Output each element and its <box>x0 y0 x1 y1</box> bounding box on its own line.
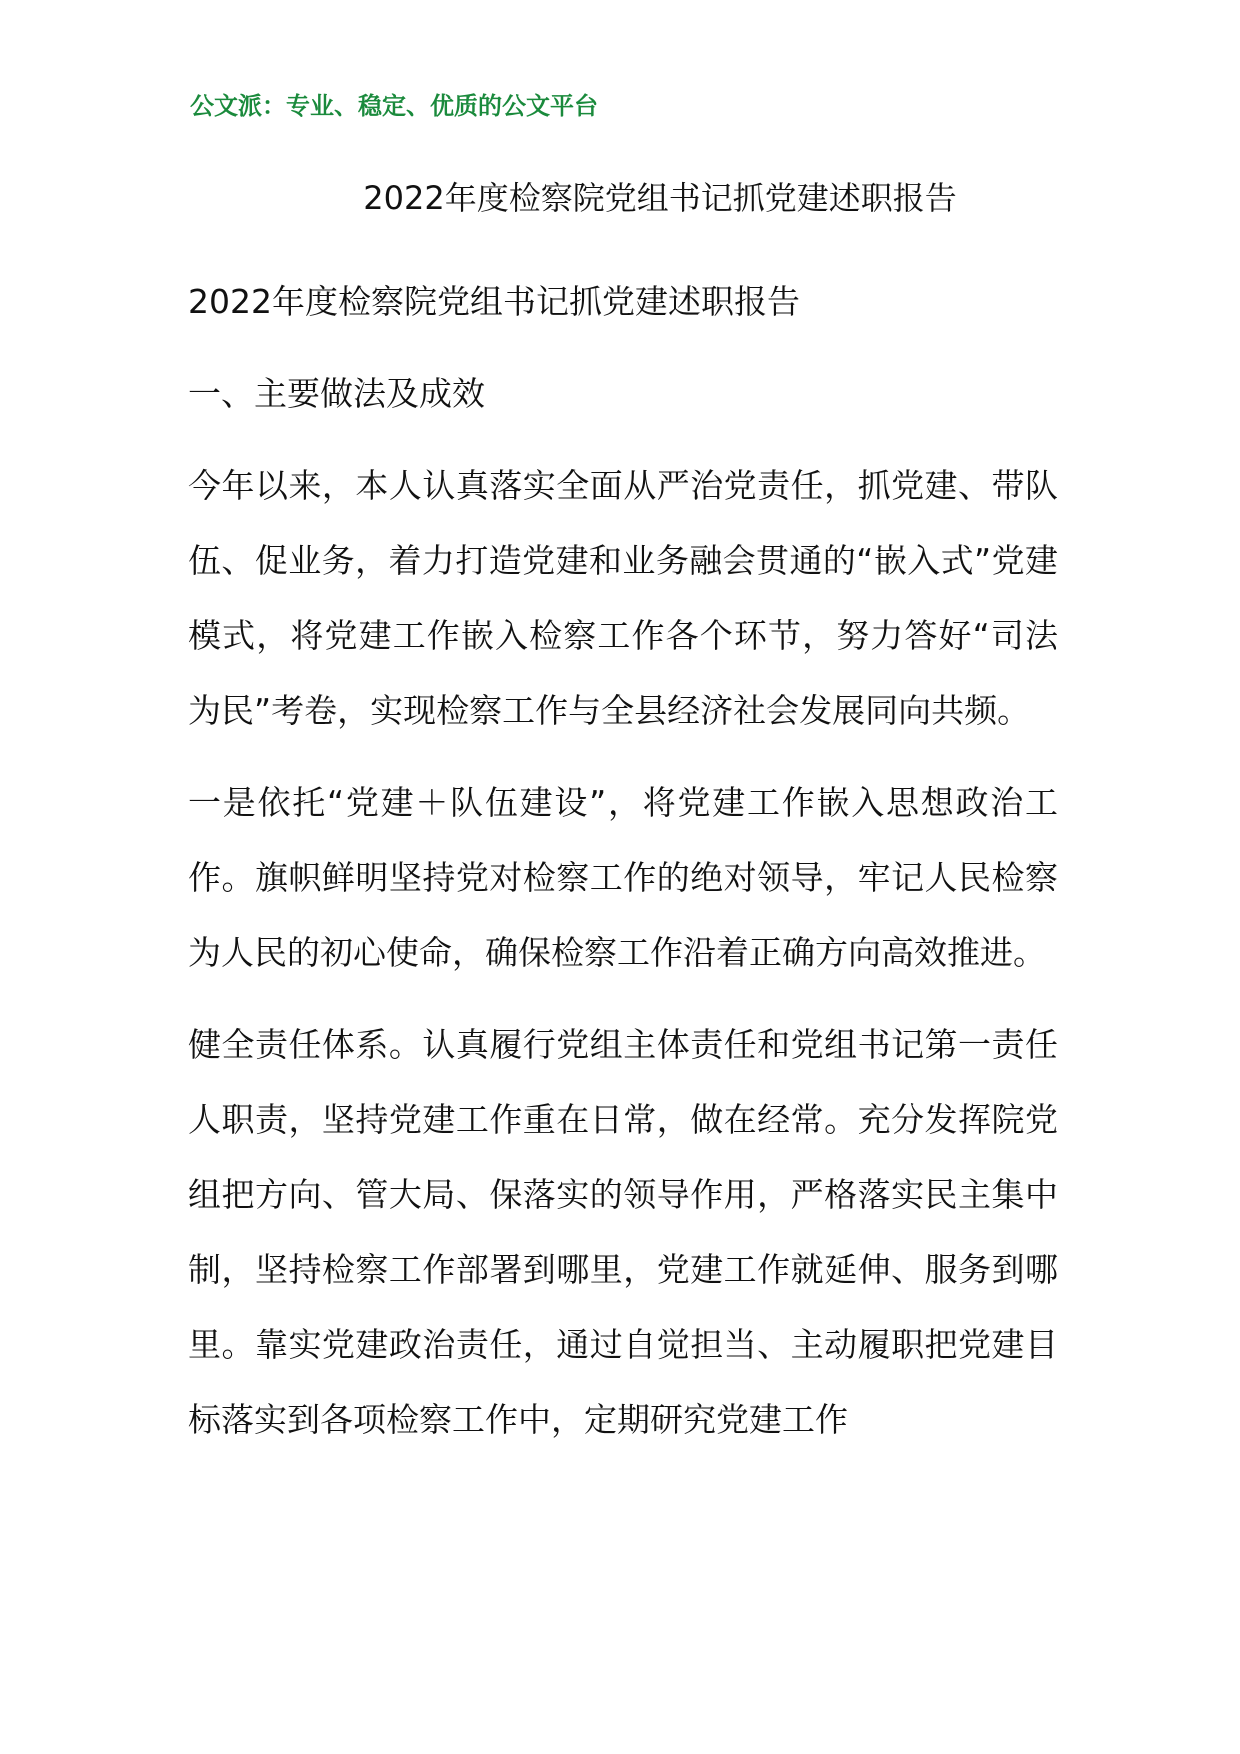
paragraph: 今年以来，本人认真落实全面从严治党责任，抓党建、带队伍、促业务，着力打造党建和业务融会贯通的“嵌入式”党建模式，将党建工作嵌入检察工作各个环节，努力答好“司法为民”考卷，实现检察工作与全县经济社会发展同向共频。 <box>188 466 1058 730</box>
document-subtitle: 2022年度检察院党组书记抓党建述职报告 <box>188 282 800 321</box>
header-brand: 公文派：专业、稳定、优质的公文平台 <box>190 91 598 120</box>
document-body <box>188 264 1058 1474</box>
document-title: 2022年度检察院党组书记抓党建述职报告 <box>363 179 957 217</box>
section-heading: 一、主要做法及成效 <box>188 374 485 413</box>
paragraph: 健全责任体系。认真履行党组主体责任和党组书记第一责任人职责，坚持党建工作重在日常，做在经常。充分发挥院党组把方向、管大局、保落实的领导作用，严格落实民主集中制，坚持检察工作部署到哪里，党建工作就延伸、服务到哪里。靠实党建政治责任，通过自觉担当、主动履职把党建目标落实到各项检察工作中，定期研究党建工作 <box>188 1025 1058 1439</box>
paragraph: 一是依托“党建＋队伍建设”，将党建工作嵌入思想政治工作。旗帜鲜明坚持党对检察工作的绝对领导，牢记人民检察为人民的初心使命，确保检察工作沿着正确方向高效推进。 <box>188 783 1058 972</box>
